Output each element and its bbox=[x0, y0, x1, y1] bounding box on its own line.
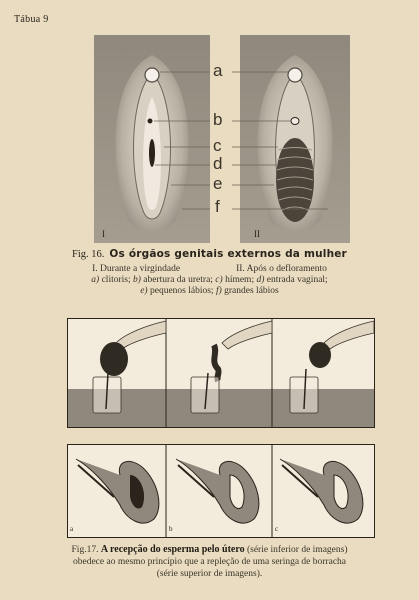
fig17-top-strip bbox=[67, 318, 375, 428]
page-label: Tábua 9 bbox=[14, 14, 49, 25]
legend-text-e: pequenos lábios; bbox=[149, 286, 214, 296]
callout-c: c bbox=[213, 136, 222, 155]
callout-b: b bbox=[213, 110, 223, 129]
legend-key-b: b) bbox=[133, 275, 141, 285]
fig16-number: Fig. 16. bbox=[72, 249, 105, 260]
fig16-legend-row-1 bbox=[0, 275, 419, 285]
fig16-caption bbox=[0, 248, 419, 260]
legend-text-d: entrada vaginal; bbox=[266, 275, 328, 285]
fig17-panel-label-a: a bbox=[70, 525, 74, 533]
callout-f: f bbox=[215, 197, 220, 216]
legend-text-f: grandes lábios bbox=[224, 286, 279, 296]
fig17-number: Fig.17. bbox=[71, 545, 99, 555]
callout-d: d bbox=[213, 154, 223, 173]
panel-left-label: I bbox=[102, 229, 105, 239]
fig17-bottom-strip bbox=[67, 444, 375, 538]
fig17-caption-line2: obedece ao mesmo princípio que a repleção de uma seringa de borracha bbox=[73, 557, 346, 567]
legend-left-heading: I. Durante a virgindade bbox=[92, 264, 181, 274]
legend-text-a: clitoris; bbox=[101, 275, 131, 285]
callout-e: e bbox=[213, 174, 223, 193]
fig16-legend-row-2 bbox=[0, 286, 419, 296]
fig17-caption bbox=[0, 544, 419, 580]
legend-text-b: abertura da uretra; bbox=[143, 275, 213, 285]
legend-key-c: c) bbox=[215, 275, 223, 285]
callout-a: a bbox=[213, 61, 223, 80]
fig17-note: (série inferior de imagens) bbox=[246, 545, 348, 555]
fig16-illustration bbox=[88, 35, 352, 243]
fig17-title: A recepção do esperma pelo útero bbox=[100, 544, 245, 555]
legend-key-e: e) bbox=[140, 286, 148, 296]
fig17-bulb-series bbox=[68, 319, 374, 427]
fig16-title: Os órgãos genitais externos da mulher bbox=[109, 248, 347, 260]
legend-text-c: hímem; bbox=[225, 275, 255, 285]
fig17-panel-label-b: b bbox=[169, 525, 173, 533]
legend-key-a: a) bbox=[91, 275, 100, 285]
panel-right-label: II bbox=[254, 229, 260, 239]
legend-key-f: f) bbox=[215, 286, 222, 296]
legend-right-heading: II. Após o defloramento bbox=[236, 264, 327, 274]
legend-key-d: d) bbox=[256, 275, 265, 285]
fig17-caption-line1 bbox=[0, 544, 419, 556]
fig16-legend-headings bbox=[0, 264, 419, 274]
fig17-uterus-series bbox=[68, 445, 374, 537]
fig17-panel-label-c: c bbox=[275, 525, 279, 533]
fig17-caption-line3: (série superior de imagens). bbox=[156, 569, 263, 579]
